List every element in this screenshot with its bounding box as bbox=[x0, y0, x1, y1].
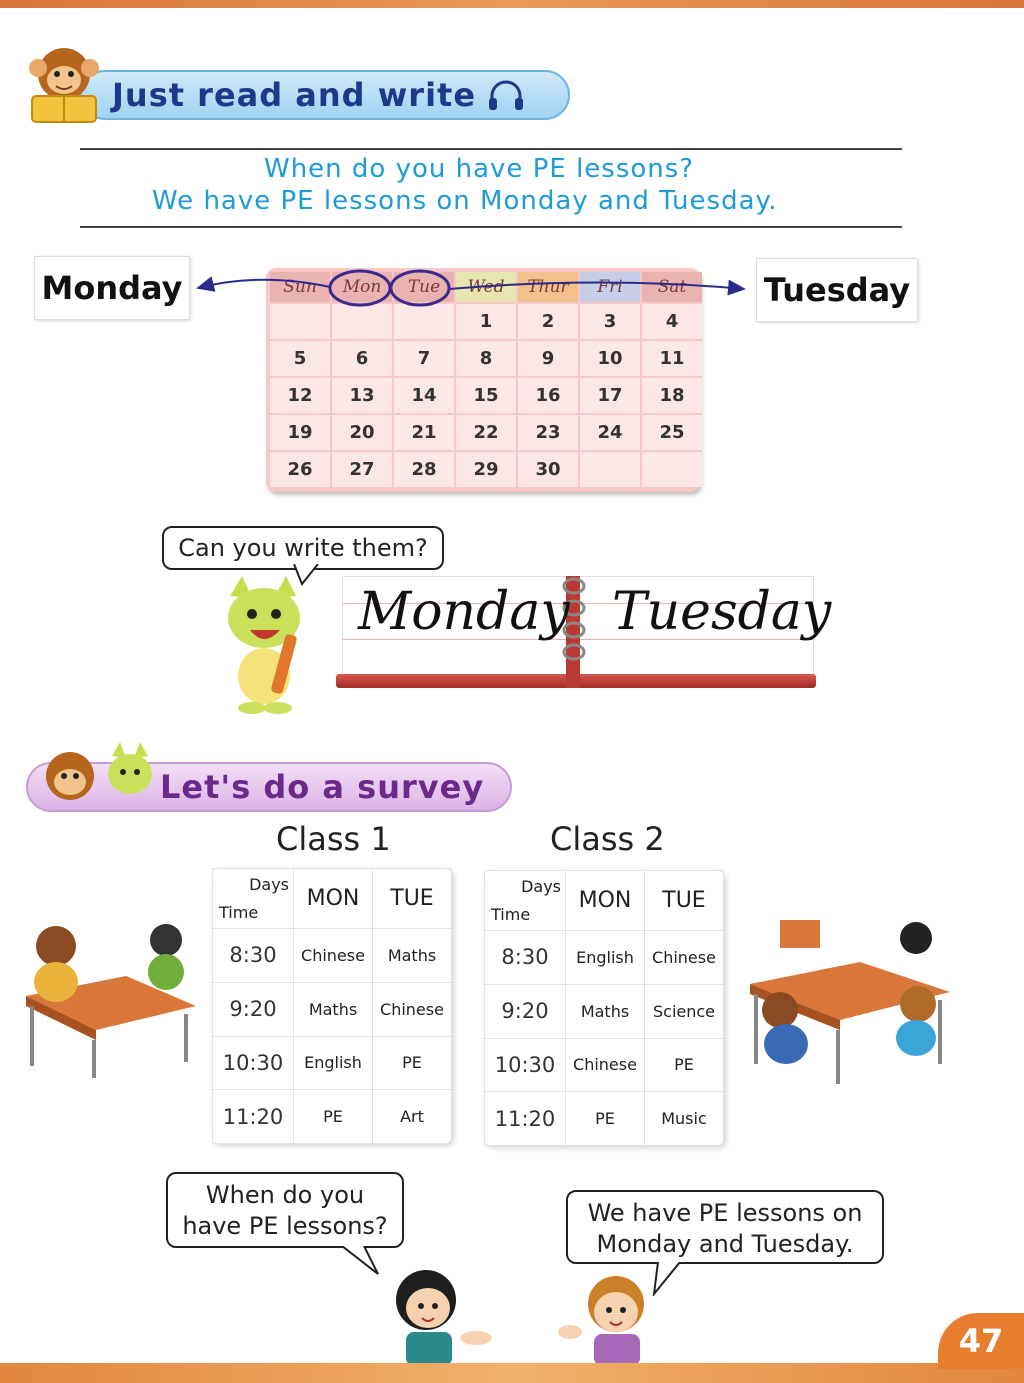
corner-time-label: Time bbox=[491, 905, 531, 924]
classroom-desks-left-icon bbox=[6, 906, 202, 1082]
calendar-header-mon: Mon bbox=[332, 272, 392, 302]
calendar-day: 18 bbox=[642, 378, 702, 413]
circle-mon bbox=[330, 271, 390, 305]
timetable-corner bbox=[485, 871, 566, 931]
corner-time-label: Time bbox=[219, 903, 259, 922]
answer-sentence: We have PE lessons on Monday and Tuesday. bbox=[152, 186, 778, 216]
calendar-day: 29 bbox=[456, 452, 516, 487]
answer-line-1: We have PE lessons on bbox=[587, 1199, 863, 1227]
calendar-day: 7 bbox=[394, 341, 454, 376]
time-cell: 10:30 bbox=[213, 1036, 294, 1090]
question-bubble bbox=[166, 1172, 404, 1248]
monkey-and-cat-mascots-icon bbox=[30, 742, 160, 810]
day-header-tue: TUE bbox=[373, 869, 452, 929]
question-line-1: When do you bbox=[205, 1181, 365, 1209]
calendar-day: 26 bbox=[270, 452, 330, 487]
subject-cell: Chinese bbox=[294, 929, 373, 983]
script-word-tuesday: Tuesday bbox=[612, 582, 832, 642]
table-row bbox=[485, 984, 724, 1038]
bottom-border bbox=[0, 1363, 1024, 1383]
calendar-day: 20 bbox=[332, 415, 392, 450]
calendar-header-fri: Fri bbox=[580, 272, 640, 302]
calendar-day: 21 bbox=[394, 415, 454, 450]
calendar-day: 3 bbox=[580, 304, 640, 339]
table-row bbox=[485, 931, 724, 985]
day-arrows bbox=[0, 0, 1024, 340]
subject-cell: Maths bbox=[294, 982, 373, 1036]
calendar-day: 11 bbox=[642, 341, 702, 376]
calendar-day: 4 bbox=[642, 304, 702, 339]
calendar-day: 10 bbox=[580, 341, 640, 376]
calendar-day: 27 bbox=[332, 452, 392, 487]
calendar-day: 16 bbox=[518, 378, 578, 413]
time-cell: 9:20 bbox=[213, 982, 294, 1036]
table-row bbox=[213, 982, 452, 1036]
subject-cell: Maths bbox=[373, 929, 452, 983]
calendar-day: 30 bbox=[518, 452, 578, 487]
banner-title: Just read and write bbox=[112, 76, 477, 114]
calendar-day: 15 bbox=[456, 378, 516, 413]
classroom-desks-right-icon bbox=[740, 914, 960, 1090]
calendar-day: 2 bbox=[518, 304, 578, 339]
subject-cell: Chinese bbox=[566, 1038, 645, 1092]
table-row bbox=[485, 1038, 724, 1092]
corner-days-label: Days bbox=[521, 877, 561, 896]
day-label-monday: Monday bbox=[34, 256, 190, 320]
subject-cell: PE bbox=[294, 1090, 373, 1144]
class-1-title: Class 1 bbox=[276, 820, 391, 858]
subject-cell: Chinese bbox=[373, 982, 452, 1036]
calendar-day: 17 bbox=[580, 378, 640, 413]
subject-cell: Maths bbox=[566, 984, 645, 1038]
calendar-day: 9 bbox=[518, 341, 578, 376]
calendar-day: 8 bbox=[456, 341, 516, 376]
answer-line-2: Monday and Tuesday. bbox=[596, 1230, 854, 1258]
boy-character-icon bbox=[556, 1268, 660, 1366]
subject-cell: Chinese bbox=[645, 931, 724, 985]
subject-cell: PE bbox=[566, 1092, 645, 1146]
calendar-day: 22 bbox=[456, 415, 516, 450]
timetable-class-2 bbox=[484, 870, 724, 1146]
calendar-header-sun: Sun bbox=[270, 272, 330, 302]
banner-title-survey: Let's do a survey bbox=[160, 768, 485, 806]
day-header-tue: TUE bbox=[645, 871, 724, 931]
calendar-empty-cell bbox=[642, 452, 702, 487]
calendar-day: 24 bbox=[580, 415, 640, 450]
cat-mascot-icon bbox=[212, 576, 322, 716]
question-line-2: have PE lessons? bbox=[182, 1212, 388, 1240]
calendar-header-wed: Wed bbox=[456, 272, 516, 302]
answer-bubble bbox=[566, 1190, 884, 1264]
calendar-day: 23 bbox=[518, 415, 578, 450]
table-row bbox=[213, 929, 452, 983]
timetable-class-1 bbox=[212, 868, 452, 1144]
calendar-day: 12 bbox=[270, 378, 330, 413]
time-cell: 11:20 bbox=[485, 1092, 566, 1146]
question-sentence: When do you have PE lessons? bbox=[264, 154, 695, 184]
subject-cell: PE bbox=[645, 1038, 724, 1092]
subject-cell: Art bbox=[373, 1090, 452, 1144]
table-row bbox=[213, 1036, 452, 1090]
calendar-day: 19 bbox=[270, 415, 330, 450]
time-cell: 10:30 bbox=[485, 1038, 566, 1092]
day-header-mon: MON bbox=[294, 869, 373, 929]
calendar-header-tue: Tue bbox=[394, 272, 454, 302]
time-cell: 8:30 bbox=[485, 931, 566, 985]
time-cell: 8:30 bbox=[213, 929, 294, 983]
subject-cell: English bbox=[294, 1036, 373, 1090]
script-word-monday: Monday bbox=[358, 582, 570, 642]
page-number: 47 bbox=[938, 1313, 1024, 1369]
subject-cell: Music bbox=[645, 1092, 724, 1146]
calendar-day: 5 bbox=[270, 341, 330, 376]
time-cell: 9:20 bbox=[485, 984, 566, 1038]
corner-days-label: Days bbox=[249, 875, 289, 894]
class-2-title: Class 2 bbox=[550, 820, 665, 858]
calendar-day: 6 bbox=[332, 341, 392, 376]
calendar-day: 14 bbox=[394, 378, 454, 413]
girl-character-icon bbox=[376, 1262, 502, 1366]
calendar-empty-cell bbox=[580, 452, 640, 487]
prompt-bubble: Can you write them? bbox=[162, 526, 444, 570]
time-cell: 11:20 bbox=[213, 1090, 294, 1144]
calendar-day: 1 bbox=[456, 304, 516, 339]
calendar-day: 25 bbox=[642, 415, 702, 450]
subject-cell: English bbox=[566, 931, 645, 985]
notebook bbox=[336, 576, 832, 694]
subject-cell: PE bbox=[373, 1036, 452, 1090]
calendar-header-thur: Thur bbox=[518, 272, 578, 302]
day-header-mon: MON bbox=[566, 871, 645, 931]
day-label-tuesday: Tuesday bbox=[756, 258, 918, 322]
subject-cell: Science bbox=[645, 984, 724, 1038]
calendar-header-sat: Sat bbox=[642, 272, 702, 302]
table-row bbox=[485, 1092, 724, 1146]
circle-tue bbox=[391, 271, 449, 305]
timetable-corner bbox=[213, 869, 294, 929]
calendar-day: 28 bbox=[394, 452, 454, 487]
table-row bbox=[213, 1090, 452, 1144]
calendar-day: 13 bbox=[332, 378, 392, 413]
